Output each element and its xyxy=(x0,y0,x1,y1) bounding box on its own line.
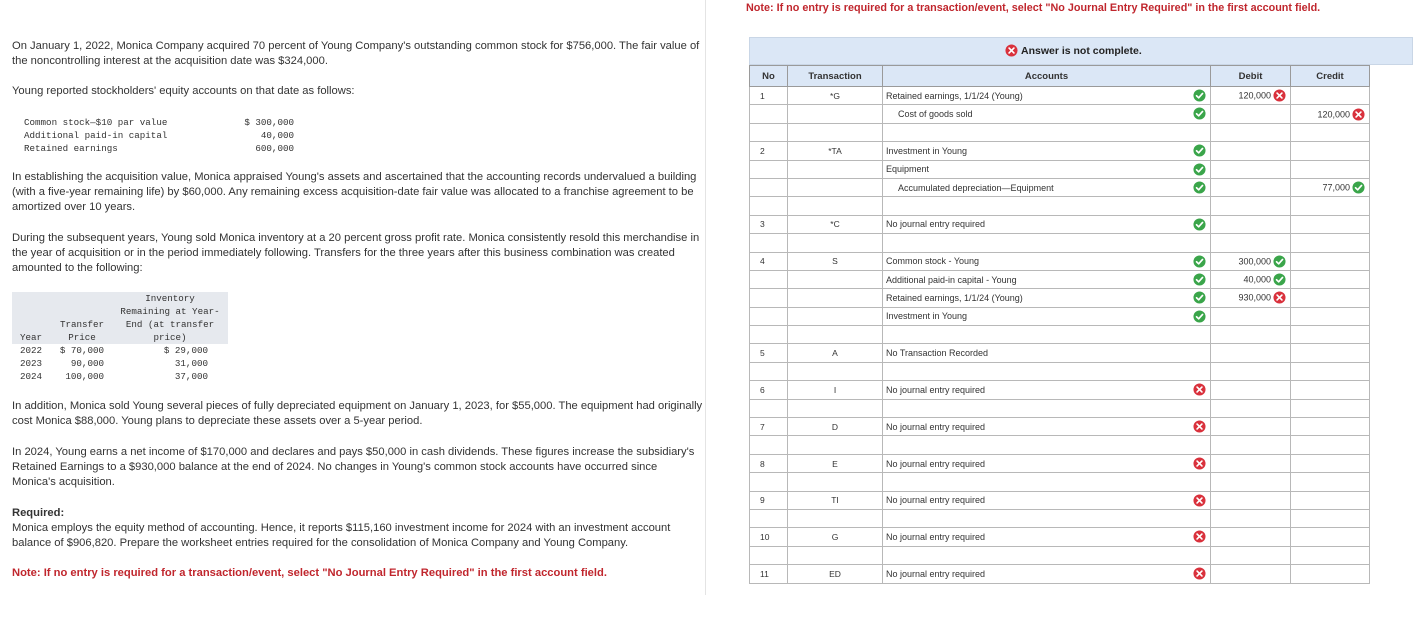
account-name: No Transaction Recorded xyxy=(886,348,989,359)
account-field[interactable] xyxy=(883,87,1211,105)
account-name: Retained earnings, 1/1/24 (Young) xyxy=(886,292,1023,303)
incorrect-x-icon xyxy=(1193,531,1206,541)
entry-number xyxy=(750,197,788,215)
journal-row xyxy=(750,326,1370,344)
transfer-year: 2024 xyxy=(20,371,43,382)
account-name: Additional paid-in capital - Young xyxy=(886,274,1017,285)
debit-field[interactable] xyxy=(1211,454,1291,472)
instruction-note: Note: If no entry is required for a transaction/event, select "No Journal Entry Required" in the first account field. xyxy=(12,567,607,579)
account-status xyxy=(1193,291,1206,304)
journal-row xyxy=(750,344,1370,362)
transaction-code xyxy=(788,105,883,123)
account-field[interactable] xyxy=(883,178,1211,196)
problem-paragraph-6: In 2024, Young earns a net income of $170,000 and declares and pays $50,000 in cash dividends. These figures increase the subsidiary's Retained Earnings to a $930,000 balance at the end of 2024. No changes in Young's common stock accounts have occurred since Monica's acquisition. xyxy=(12,446,695,488)
entry-number xyxy=(750,546,788,564)
debit-field[interactable] xyxy=(1211,546,1291,564)
account-field[interactable] xyxy=(883,123,1211,141)
panel-divider xyxy=(705,0,706,595)
transaction-code xyxy=(788,123,883,141)
incorrect-x-icon xyxy=(1193,384,1206,394)
debit-field[interactable] xyxy=(1211,215,1291,233)
account-field[interactable] xyxy=(883,270,1211,288)
equity-label: Common stock—$10 par value xyxy=(24,117,168,128)
credit-field[interactable] xyxy=(1291,289,1370,307)
account-status xyxy=(1193,530,1206,543)
account-name: Common stock - Young xyxy=(886,256,980,267)
journal-row xyxy=(750,509,1370,527)
equity-label: Retained earnings xyxy=(24,143,118,154)
entry-number: 4 xyxy=(750,252,788,270)
entry-number xyxy=(750,160,788,178)
entry-number xyxy=(750,178,788,196)
column-header-transaction: Transaction xyxy=(788,66,883,87)
column-header-debit: Debit xyxy=(1211,66,1291,87)
credit-field[interactable] xyxy=(1291,509,1370,527)
journal-row xyxy=(750,399,1370,417)
problem-paragraph-2: Young reported stockholders' equity accounts on that date as follows: xyxy=(12,85,355,97)
journal-row xyxy=(750,546,1370,564)
account-field[interactable] xyxy=(883,436,1211,454)
account-status xyxy=(1193,273,1206,286)
debit-field[interactable] xyxy=(1211,399,1291,417)
account-field[interactable] xyxy=(883,418,1211,436)
transaction-code: E xyxy=(788,454,883,472)
problem-paragraph-4: During the subsequent years, Young sold Monica inventory at a 20 percent gross profit rate. Monica consistently resold this merchandise in the year of acquisition or in the period immediately following. Transfers for the three years after this business combination was created amounted to the following: xyxy=(12,232,700,274)
correct-check-icon xyxy=(1193,108,1206,118)
transaction-code xyxy=(788,362,883,380)
account-status xyxy=(1193,420,1206,433)
transaction-code: *C xyxy=(788,215,883,233)
debit-field[interactable] xyxy=(1211,307,1291,325)
debit-field[interactable] xyxy=(1211,197,1291,215)
entry-number: 1 xyxy=(750,87,788,105)
credit-field[interactable] xyxy=(1291,528,1370,546)
account-field[interactable] xyxy=(883,362,1211,380)
debit-field[interactable] xyxy=(1211,105,1291,123)
credit-field[interactable] xyxy=(1291,473,1370,491)
entry-number xyxy=(750,509,788,527)
transfer-inventory: 31,000 xyxy=(174,358,208,369)
transaction-code: G xyxy=(788,528,883,546)
account-field[interactable] xyxy=(883,197,1211,215)
transaction-code: ED xyxy=(788,565,883,583)
journal-row xyxy=(750,215,1370,233)
transfer-header-year: Year xyxy=(12,292,52,344)
account-status xyxy=(1193,89,1206,102)
problem-panel xyxy=(12,0,704,617)
account-status xyxy=(1193,107,1206,120)
incorrect-x-icon xyxy=(1193,458,1206,468)
transaction-code xyxy=(788,270,883,288)
journal-row xyxy=(750,473,1370,491)
correct-check-icon xyxy=(1193,255,1206,265)
transaction-code xyxy=(788,160,883,178)
transaction-code xyxy=(788,436,883,454)
transaction-code: *TA xyxy=(788,142,883,160)
journal-row xyxy=(750,528,1370,546)
journal-row xyxy=(750,307,1370,325)
column-header-credit: Credit xyxy=(1291,66,1370,87)
equity-row xyxy=(24,129,294,142)
entry-number xyxy=(750,473,788,491)
account-name: Retained earnings, 1/1/24 (Young) xyxy=(886,90,1023,101)
credit-field[interactable] xyxy=(1291,252,1370,270)
transfer-price: $ 70,000 xyxy=(59,345,104,356)
account-field[interactable] xyxy=(883,215,1211,233)
credit-field[interactable] xyxy=(1291,491,1370,509)
debit-field[interactable] xyxy=(1211,160,1291,178)
credit-field[interactable] xyxy=(1291,270,1370,288)
account-status xyxy=(1193,163,1206,176)
incorrect-x-icon xyxy=(1273,89,1286,102)
transaction-code xyxy=(788,289,883,307)
account-status xyxy=(1193,494,1206,507)
journal-row xyxy=(750,418,1370,436)
journal-row xyxy=(750,178,1370,196)
journal-row xyxy=(750,123,1370,141)
account-name: No journal entry required xyxy=(886,384,986,395)
transaction-code xyxy=(788,234,883,252)
credit-field[interactable] xyxy=(1291,326,1370,344)
transfer-row xyxy=(12,357,228,370)
entry-number xyxy=(750,234,788,252)
incorrect-x-icon xyxy=(1193,494,1206,504)
journal-row xyxy=(750,87,1370,105)
credit-field[interactable] xyxy=(1291,123,1370,141)
debit-field[interactable] xyxy=(1211,565,1291,583)
incorrect-x-icon xyxy=(1193,421,1206,431)
correct-check-icon xyxy=(1273,255,1286,268)
entry-number: 3 xyxy=(750,215,788,233)
account-status xyxy=(1193,218,1206,231)
debit-field[interactable] xyxy=(1211,344,1291,362)
journal-row xyxy=(750,454,1370,472)
account-field[interactable] xyxy=(883,234,1211,252)
debit-amount: 40,000 xyxy=(1243,274,1271,285)
credit-field[interactable] xyxy=(1291,436,1370,454)
entry-number: 6 xyxy=(750,381,788,399)
transfer-header-inventory: Inventory Remaining at Year- End (at transfer price) xyxy=(112,292,228,344)
debit-field[interactable] xyxy=(1211,418,1291,436)
equity-amount: 40,000 xyxy=(260,130,294,141)
journal-row xyxy=(750,105,1370,123)
credit-field[interactable] xyxy=(1291,197,1370,215)
transaction-code: *G xyxy=(788,87,883,105)
correct-check-icon xyxy=(1193,311,1206,321)
entry-number xyxy=(750,289,788,307)
journal-row xyxy=(750,160,1370,178)
entry-number xyxy=(750,326,788,344)
account-name: Investment in Young xyxy=(886,311,968,322)
debit-field[interactable] xyxy=(1211,289,1291,307)
journal-entry-table xyxy=(749,65,1370,584)
account-status xyxy=(1193,383,1206,396)
account-field[interactable] xyxy=(883,105,1211,123)
debit-field[interactable] xyxy=(1211,381,1291,399)
credit-field[interactable] xyxy=(1291,454,1370,472)
transaction-code xyxy=(788,307,883,325)
transaction-code: TI xyxy=(788,491,883,509)
correct-check-icon xyxy=(1193,145,1206,155)
debit-field[interactable] xyxy=(1211,123,1291,141)
equity-amount: $ 300,000 xyxy=(244,117,294,128)
equity-label: Additional paid-in capital xyxy=(24,130,168,141)
credit-field[interactable] xyxy=(1291,565,1370,583)
journal-row xyxy=(750,381,1370,399)
credit-field[interactable] xyxy=(1291,344,1370,362)
correct-check-icon xyxy=(1273,273,1286,286)
debit-field[interactable] xyxy=(1211,234,1291,252)
incorrect-icon xyxy=(1005,44,1018,57)
credit-field[interactable] xyxy=(1291,418,1370,436)
account-field[interactable] xyxy=(883,491,1211,509)
debit-field[interactable] xyxy=(1211,362,1291,380)
journal-row xyxy=(750,142,1370,160)
answer-status-text: Answer is not complete. xyxy=(1021,44,1142,57)
debit-field[interactable] xyxy=(1211,87,1291,105)
account-name: No journal entry required xyxy=(886,532,986,543)
credit-field[interactable] xyxy=(1291,178,1370,196)
transaction-code: D xyxy=(788,418,883,436)
journal-row xyxy=(750,565,1370,583)
account-field[interactable] xyxy=(883,307,1211,325)
entry-number xyxy=(750,399,788,417)
account-name: No journal entry required xyxy=(886,219,986,230)
correct-check-icon xyxy=(1193,292,1206,302)
entry-number: 9 xyxy=(750,491,788,509)
account-name: Equipment xyxy=(886,164,930,175)
problem-paragraph-3: In establishing the acquisition value, Monica appraised Young's assets and ascertained that the accounting records undervalued a building (with a five-year remaining life) by $60,000. Any remaining excess acquisition-date fair value was allocated to a franchise agreement to be amortized over 10 years. xyxy=(12,171,697,213)
debit-field[interactable] xyxy=(1211,270,1291,288)
correct-check-icon xyxy=(1193,182,1206,192)
debit-field[interactable] xyxy=(1211,326,1291,344)
account-name: No journal entry required xyxy=(886,495,986,506)
credit-field[interactable] xyxy=(1291,105,1370,123)
journal-row xyxy=(750,234,1370,252)
account-field[interactable] xyxy=(883,509,1211,527)
journal-row xyxy=(750,491,1370,509)
debit-field[interactable] xyxy=(1211,436,1291,454)
correct-check-icon xyxy=(1193,163,1206,173)
account-field[interactable] xyxy=(883,344,1211,362)
correct-check-icon xyxy=(1193,90,1206,100)
entry-number xyxy=(750,105,788,123)
problem-paragraph-1: On January 1, 2022, Monica Company acquired 70 percent of Young Company's outstanding common stock for $756,000. The fair value of the noncontrolling interest at the acquisition date was $324,000. xyxy=(12,40,700,67)
top-instruction-note: Note: If no entry is required for a transaction/event, select "No Journal Entry Required" in the first account field. xyxy=(746,2,1321,14)
correct-check-icon xyxy=(1193,219,1206,229)
credit-field[interactable] xyxy=(1291,399,1370,417)
debit-field[interactable] xyxy=(1211,252,1291,270)
entry-number: 7 xyxy=(750,418,788,436)
debit-amount: 120,000 xyxy=(1238,90,1271,101)
transaction-code xyxy=(788,473,883,491)
transaction-code: S xyxy=(788,252,883,270)
account-status xyxy=(1193,255,1206,268)
credit-amount: 77,000 xyxy=(1322,182,1350,193)
account-name: No journal entry required xyxy=(886,421,986,432)
debit-amount: 300,000 xyxy=(1238,256,1271,267)
transfer-row xyxy=(12,370,228,383)
incorrect-x-icon xyxy=(1352,108,1365,121)
equity-row xyxy=(24,142,294,155)
journal-row xyxy=(750,289,1370,307)
account-field[interactable] xyxy=(883,289,1211,307)
transfer-table xyxy=(12,292,228,383)
account-status xyxy=(1193,457,1206,470)
journal-row xyxy=(750,436,1370,454)
transaction-code: A xyxy=(788,344,883,362)
account-name: Investment in Young xyxy=(886,145,968,156)
equity-row xyxy=(24,116,294,129)
account-field[interactable] xyxy=(883,473,1211,491)
transaction-code: I xyxy=(788,381,883,399)
account-status xyxy=(1193,181,1206,194)
debit-field[interactable] xyxy=(1211,142,1291,160)
required-heading: Required: xyxy=(12,507,65,519)
answer-status-banner xyxy=(749,37,1413,65)
transfer-year: 2023 xyxy=(20,358,43,369)
journal-row xyxy=(750,362,1370,380)
credit-field[interactable] xyxy=(1291,234,1370,252)
entry-number: 8 xyxy=(750,454,788,472)
credit-field[interactable] xyxy=(1291,381,1370,399)
entry-number: 5 xyxy=(750,344,788,362)
transaction-code xyxy=(788,178,883,196)
credit-field[interactable] xyxy=(1291,546,1370,564)
debit-field[interactable] xyxy=(1211,473,1291,491)
column-header-accounts: Accounts xyxy=(883,66,1211,87)
account-field[interactable] xyxy=(883,252,1211,270)
incorrect-x-icon xyxy=(1193,568,1206,578)
entry-number xyxy=(750,307,788,325)
credit-field[interactable] xyxy=(1291,215,1370,233)
entry-number: 10 xyxy=(750,528,788,546)
account-field[interactable] xyxy=(883,546,1211,564)
credit-field[interactable] xyxy=(1291,160,1370,178)
credit-field[interactable] xyxy=(1291,362,1370,380)
transfer-row xyxy=(12,344,228,357)
transfer-price: 90,000 xyxy=(70,358,104,369)
entry-number xyxy=(750,362,788,380)
entry-number: 11 xyxy=(750,565,788,583)
journal-row xyxy=(750,270,1370,288)
transaction-code xyxy=(788,509,883,527)
journal-row xyxy=(750,252,1370,270)
account-field[interactable] xyxy=(883,381,1211,399)
credit-field[interactable] xyxy=(1291,87,1370,105)
account-field[interactable] xyxy=(883,565,1211,583)
transaction-code xyxy=(788,546,883,564)
debit-field[interactable] xyxy=(1211,509,1291,527)
account-field[interactable] xyxy=(883,454,1211,472)
transfer-price: 100,000 xyxy=(65,371,104,382)
entry-number xyxy=(750,123,788,141)
account-name: No journal entry required xyxy=(886,458,986,469)
account-name: Accumulated depreciation—Equipment xyxy=(898,182,1054,193)
required-text: Monica employs the equity method of accounting. Hence, it reports $115,160 investment income for 2024 with an investment account balance of $906,820. Prepare the worksheet entries required for the consolidation of Monica Company and Young Company. xyxy=(12,522,671,549)
equity-table xyxy=(24,116,294,155)
transaction-code xyxy=(788,399,883,417)
debit-field[interactable] xyxy=(1211,491,1291,509)
credit-field[interactable] xyxy=(1291,307,1370,325)
entry-number: 2 xyxy=(750,142,788,160)
account-name: No journal entry required xyxy=(886,568,986,579)
account-field[interactable] xyxy=(883,160,1211,178)
equity-amount: 600,000 xyxy=(255,143,294,154)
column-header-no: No xyxy=(750,66,788,87)
journal-row xyxy=(750,197,1370,215)
transaction-code xyxy=(788,326,883,344)
account-field[interactable] xyxy=(883,399,1211,417)
incorrect-x-icon xyxy=(1273,291,1286,304)
correct-check-icon xyxy=(1193,274,1206,284)
entry-number xyxy=(750,436,788,454)
account-name: Cost of goods sold xyxy=(898,109,973,120)
debit-amount: 930,000 xyxy=(1238,292,1271,303)
entry-number xyxy=(750,270,788,288)
debit-field[interactable] xyxy=(1211,178,1291,196)
account-status xyxy=(1193,310,1206,323)
credit-field[interactable] xyxy=(1291,142,1370,160)
transfer-year: 2022 xyxy=(20,345,43,356)
account-status xyxy=(1193,144,1206,157)
credit-amount: 120,000 xyxy=(1317,109,1350,120)
transfer-inventory: $ 29,000 xyxy=(163,345,208,356)
account-field[interactable] xyxy=(883,528,1211,546)
transaction-code xyxy=(788,197,883,215)
problem-paragraph-5: In addition, Monica sold Young several pieces of fully depreciated equipment on January 1, 2023, for $55,000. The equipment had originally cost Monica $88,000. Young plans to depreciate these assets over a 5-year period. xyxy=(12,400,703,427)
transfer-inventory: 37,000 xyxy=(174,371,208,382)
transfer-header-price: Transfer Price xyxy=(52,292,112,344)
account-field[interactable] xyxy=(883,326,1211,344)
account-field[interactable] xyxy=(883,142,1211,160)
account-status xyxy=(1193,567,1206,580)
correct-check-icon xyxy=(1352,181,1365,194)
debit-field[interactable] xyxy=(1211,528,1291,546)
